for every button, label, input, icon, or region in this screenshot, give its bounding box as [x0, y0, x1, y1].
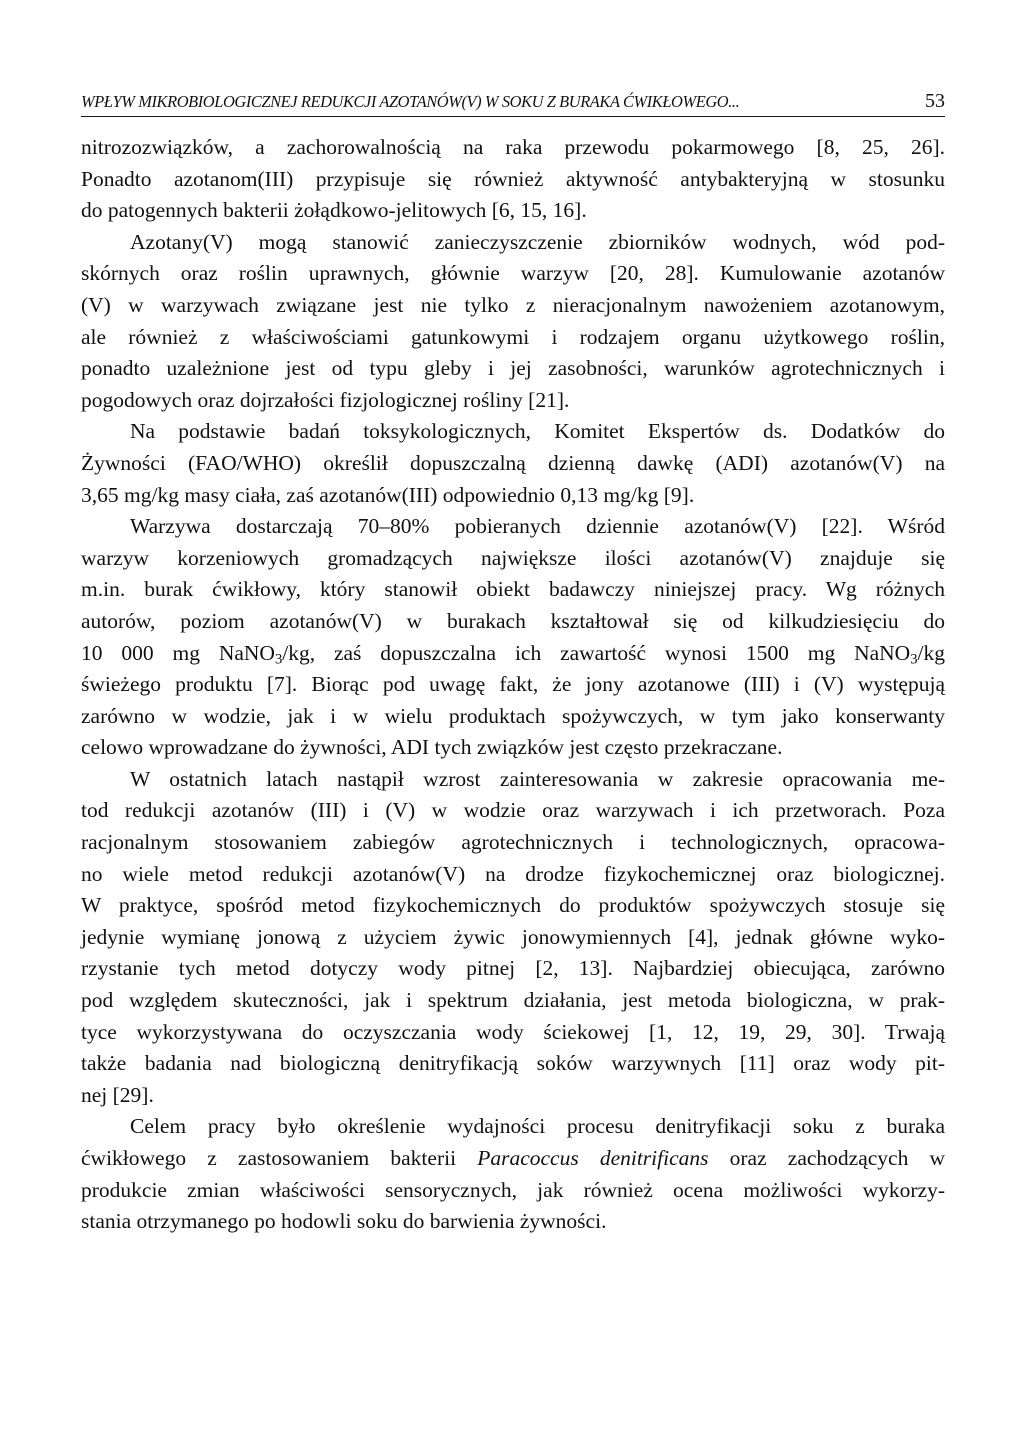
text-line: zarówno w wodzie, jak i w wielu produktach spożywczych, w tym jako konserwanty — [81, 703, 945, 728]
subscript: 3 — [274, 651, 283, 668]
text-line: 3,65 mg/kg masy ciała, zaś azotanów(III) odpowiednio 0,13 mg/kg [9]. — [81, 482, 695, 507]
page-number: 53 — [925, 90, 945, 112]
text-line: m.in. burak ćwikłowy, który stanowił obiekt badawczy niniejszej pracy. Wg różnych — [81, 577, 945, 602]
paragraph-1 — [81, 132, 945, 227]
subscript: 3 — [910, 651, 918, 668]
text-line: (V) w warzywach związane jest nie tylko z nieracjonalnym nawożeniem azotanowym, — [81, 292, 945, 317]
text-line: W ostatnich latach nastąpił wzrost zainteresowania w zakresie opracowania me- — [130, 766, 945, 791]
text-line: produkcie zmian właściwości sensorycznych, jak również ocena możliwości wykorzy- — [81, 1177, 945, 1202]
text-line: ćwikłowego z zastosowaniem bakterii Paracoccus denitrificans oraz zachodzących w — [81, 1146, 945, 1170]
paragraph-3 — [81, 416, 945, 511]
text-line: 10 000 mg NaNO$_3$/kg, zaś dopuszczalna ich zawartość wynosi 1500 mg NaNO$_3$/kg — [81, 640, 945, 668]
text-line: racjonalnym stosowaniem zabiegów agrotechnicznych i technologicznych, opracowa- — [81, 830, 945, 855]
running-title: WPŁYW MIKROBIOLOGICZNEJ REDUKCJI AZOTANÓW(V) W SOKU Z BURAKA ĆWIKŁOWEGO... — [81, 92, 740, 111]
text-line: nitrozozwiązków, a zachorowalnością na raka przewodu pokarmowego [8, 25, 26]. — [81, 135, 945, 159]
text-line: Warzywa dostarczają 70–80% pobieranych dziennie azotanów(V) [22]. Wśród — [130, 514, 945, 539]
species-name: Paracoccus denitrificans — [477, 1146, 709, 1170]
text-line: Ponadto azotanom(III) przypisuje się również aktywność antybakteryjną w stosunku — [81, 166, 945, 191]
text-line: pod względem skuteczności, jak i spektrum działania, jest metoda biologiczna, w prak- — [81, 988, 945, 1013]
running-header — [81, 86, 945, 117]
text-line: rzystanie tych metod dotyczy wody pitnej [2, 13]. Najbardziej obiecująca, zarówno — [81, 956, 945, 981]
paragraph-6 — [81, 1111, 945, 1237]
text-line: Żywności (FAO/WHO) określił dopuszczalną dzienną dawkę (ADI) azotanów(V) na — [81, 450, 945, 475]
text-line: W praktyce, spośród metod fizykochemicznych do produktów spożywczych stosuje się — [81, 893, 945, 918]
text-line: pogodowych oraz dojrzałości fizjologicznej rośliny [21]. — [81, 387, 570, 412]
text-line: autorów, poziom azotanów(V) w burakach kształtował się od kilkudziesięciu do — [81, 608, 945, 633]
text-line: tod redukcji azotanów (III) i (V) w wodzie oraz warzywach i ich przetworach. Poza — [81, 798, 945, 823]
paragraph-5 — [81, 764, 945, 1112]
text-line: Na podstawie badań toksykologicznych, Komitet Ekspertów ds. Dodatków do — [130, 419, 945, 444]
text-line: Celem pracy było określenie wydajności procesu denitryfikacji soku z buraka — [130, 1114, 945, 1139]
text-line: nej [29]. — [81, 1082, 154, 1107]
text-line: jedynie wymianę jonową z użyciem żywic jonowymiennych [4], jednak główne wyko- — [81, 924, 945, 949]
text-line: ale również z właściwościami gatunkowymi i rodzajem organu użytkowego roślin, — [81, 324, 945, 349]
text-line: skórnych oraz roślin uprawnych, głównie warzyw [20, 28]. Kumulowanie azotanów — [81, 261, 945, 286]
text-line: celowo wprowadzane do żywności, ADI tych związków jest często przekraczane. — [81, 735, 783, 760]
text-line: warzyw korzeniowych gromadzących największe ilości azotanów(V) znajduje się — [81, 545, 945, 570]
text-line: tyce wykorzystywana do oczyszczania wody ściekowej [1, 12, 19, 29, 30]. Trwają — [81, 1019, 945, 1044]
text-line: stania otrzymanego po hodowli soku do barwienia żywności. — [81, 1209, 607, 1234]
paragraph-4 — [81, 511, 945, 764]
text-line: ponadto uzależnione jest od typu gleby i jej zasobności, warunków agrotechnicznych i — [81, 356, 945, 381]
text-line: także badania nad biologiczną denitryfikacją soków warzywnych [11] oraz wody pit- — [81, 1051, 945, 1076]
body-text — [81, 132, 945, 1238]
paragraph-2 — [81, 227, 945, 417]
text-line: Azotany(V) mogą stanowić zanieczyszczenie zbiorników wodnych, wód pod- — [130, 229, 945, 254]
text-line: świeżego produktu [7]. Biorąc pod uwagę fakt, że jony azotanowe (III) i (V) występują — [81, 672, 945, 697]
text-line: do patogennych bakterii żołądkowo-jelitowych [6, 15, 16]. — [81, 198, 587, 223]
text-line: no wiele metod redukcji azotanów(V) na drodze fizykochemicznej oraz biologicznej. — [81, 861, 945, 886]
